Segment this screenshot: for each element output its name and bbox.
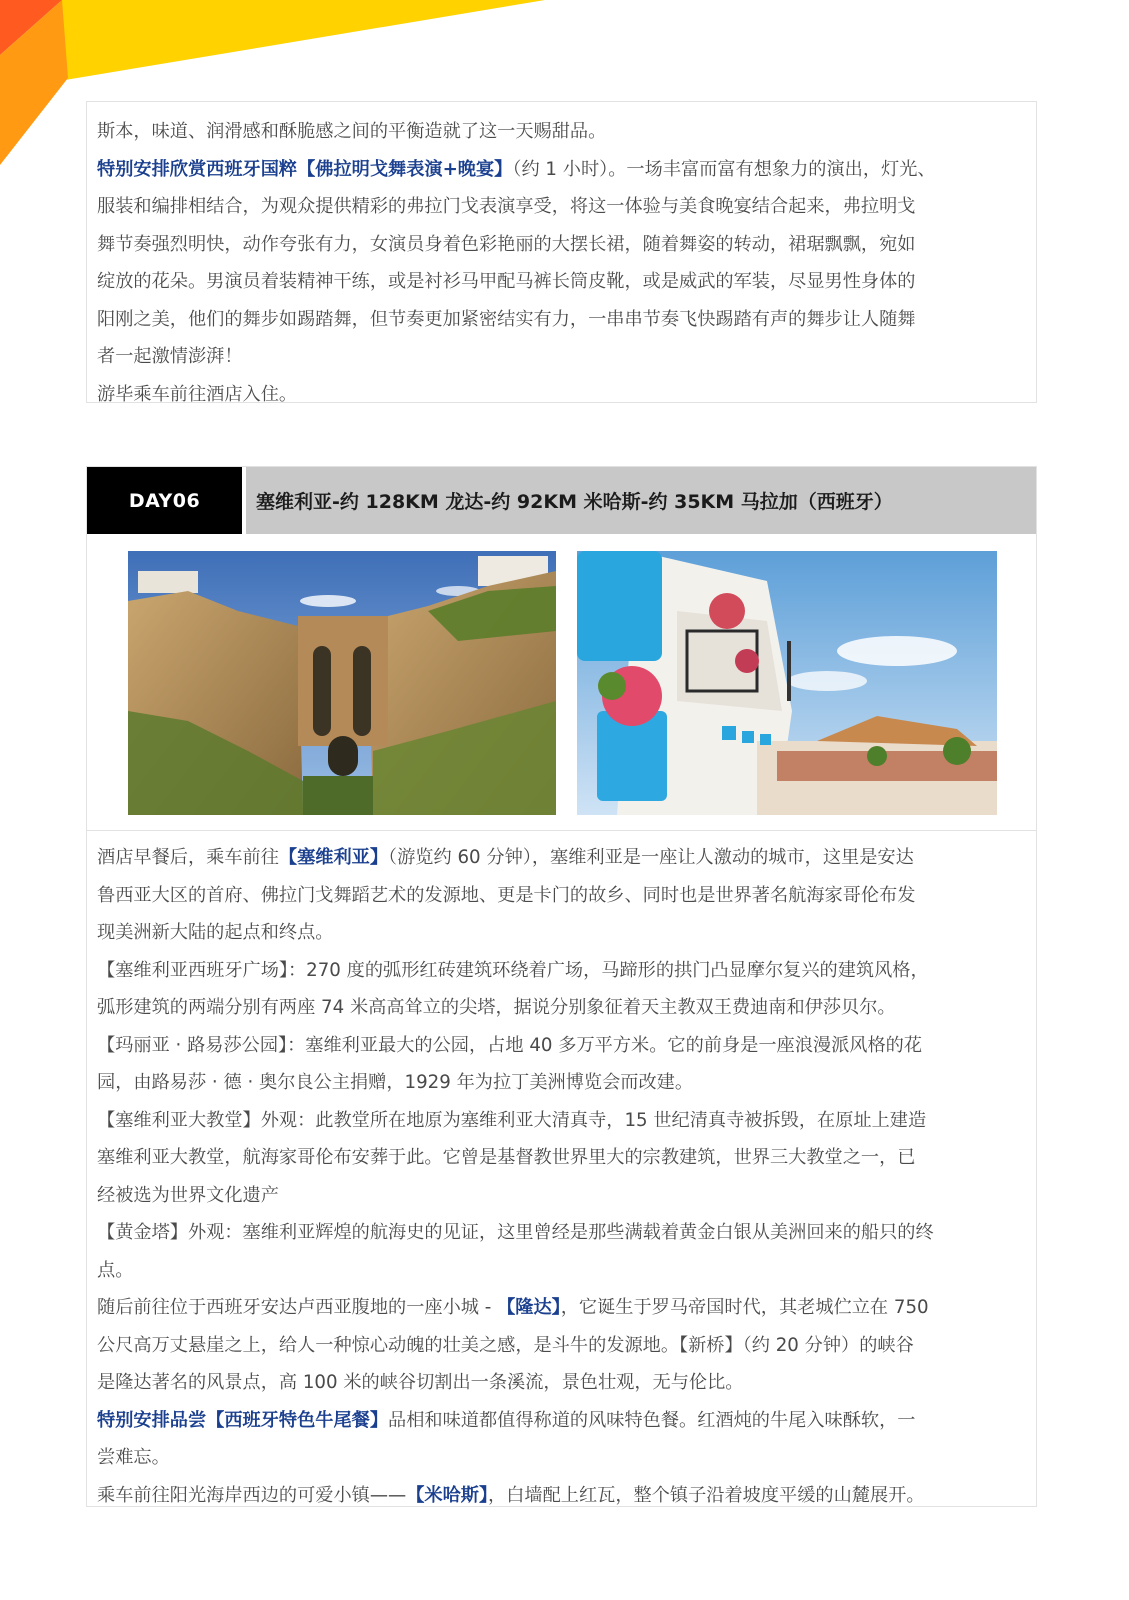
text-line bbox=[97, 1289, 1027, 1327]
body-text: （约 1 小时）。一场丰富而富有想象力的演出，灯光、 bbox=[512, 158, 936, 180]
body-text: 园，由路易莎 · 德 · 奥尔良公主捐赠，1929 年为拉丁美洲博览会而改建。 bbox=[97, 1072, 694, 1093]
intro-section bbox=[86, 101, 1037, 403]
body-text: 游毕乘车前往酒店入住。 bbox=[97, 383, 298, 405]
text-line bbox=[97, 952, 1027, 990]
body-text: 舞节奏强烈明快，动作夸张有力，女演员身着色彩艳丽的大摆长裙，随着舞姿的转动，裙琚飘飘，宛如 bbox=[97, 233, 916, 255]
text-line bbox=[97, 1439, 1027, 1477]
text-line bbox=[97, 1214, 1027, 1252]
body-text: 绽放的花朵。男演员着装精神干练，或是衬衫马甲配马裤长筒皮靴，或是威武的军装，尽显男性身体的 bbox=[97, 271, 916, 292]
text-line bbox=[97, 1327, 1027, 1365]
highlight-text: 【米哈斯】 bbox=[406, 1484, 489, 1506]
body-text: 公尺高万丈悬崖之上，给人一种惊心动魄的壮美之感，是斗牛的发源地。【新桥】（约 20 分钟）的峡谷 bbox=[97, 1334, 914, 1356]
highlight-text: 特别安排品尝【西班牙特色牛尾餐】 bbox=[97, 1409, 389, 1431]
intro-text bbox=[97, 113, 1026, 413]
text-line bbox=[97, 1064, 1027, 1102]
text-line bbox=[97, 839, 1027, 877]
body-text: 塞维利亚大教堂，航海家哥伦布安葬于此。它曾是基督教世界里大的宗教建筑，世界三大教堂之一，已 bbox=[97, 1147, 916, 1168]
day06-description bbox=[97, 839, 1027, 1514]
text-line bbox=[97, 914, 1027, 952]
body-text: 乘车前往阳光海岸西边的可爱小镇—— bbox=[97, 1484, 407, 1506]
text-line bbox=[97, 989, 1027, 1027]
text-line bbox=[97, 188, 1026, 226]
body-text: 是隆达著名的风景点，高 100 米的峡谷切割出一条溪流，景色壮观，无与伦比。 bbox=[97, 1372, 744, 1393]
body-text: 服装和编排相结合，为观众提供精彩的弗拉门戈表演享受，将这一体验与美食晚宴结合起来，弗拉明戈 bbox=[97, 196, 916, 217]
highlight-text: 【塞维利亚】 bbox=[278, 847, 389, 868]
body-text: ，它诞生于罗马帝国时代，其老城伫立在 750 bbox=[560, 1297, 929, 1318]
body-text: 随后前往位于西班牙安达卢西亚腹地的一座小城 - bbox=[97, 1297, 498, 1318]
text-line bbox=[97, 376, 1026, 414]
text-line bbox=[97, 338, 1026, 376]
text-line bbox=[97, 226, 1026, 264]
text-line bbox=[97, 113, 1026, 151]
body-text: 酒店早餐后，乘车前往 bbox=[97, 847, 279, 868]
body-text: 品相和味道都值得称道的风味特色餐。红酒炖的牛尾入味酥软，一 bbox=[388, 1409, 916, 1431]
body-text: 现美洲新大陆的起点和终点。 bbox=[97, 922, 334, 943]
body-text: 点。 bbox=[97, 1259, 134, 1281]
body-text: 经被选为世界文化遗产 bbox=[97, 1184, 279, 1206]
text-line bbox=[97, 1027, 1027, 1065]
body-text: 弧形建筑的两端分别有两座 74 米高高耸立的尖塔，据说分别象征着天主教双王费迪南和伊莎贝尔。 bbox=[97, 997, 896, 1018]
day-header bbox=[87, 467, 1036, 534]
text-line bbox=[97, 1364, 1027, 1402]
body-text: 者一起激情澎湃！ bbox=[97, 346, 243, 367]
text-line bbox=[97, 877, 1027, 915]
text-line bbox=[97, 1252, 1027, 1290]
text-line bbox=[97, 1102, 1027, 1140]
text-line bbox=[97, 263, 1026, 301]
body-text: 【玛丽亚 · 路易莎公园】：塞维利亚最大的公园，占地 40 多万平方米。它的前身是一座浪漫派风格的花 bbox=[97, 1034, 923, 1056]
body-text: 斯本，味道、润滑感和酥脆感之间的平衡造就了这一天赐甜品。 bbox=[97, 121, 607, 142]
body-text: 阳刚之美，他们的舞步如踢踏舞，但节奏更加紧密结实有力，一串串节奏飞快踢踏有声的舞步让人随舞 bbox=[97, 308, 916, 330]
text-line bbox=[97, 1139, 1027, 1177]
day-label: DAY06 bbox=[87, 467, 242, 534]
text-line bbox=[97, 301, 1026, 339]
body-text: 【塞维利亚西班牙广场】：270 度的弧形红砖建筑环绕着广场，马蹄形的拱门凸显摩尔复兴的建筑风格， bbox=[97, 959, 929, 981]
ronda-bridge-photo bbox=[128, 551, 556, 815]
mijas-street-photo bbox=[577, 551, 997, 815]
highlight-text: 特别安排欣赏西班牙国粹【佛拉明戈舞表演+晚宴】 bbox=[97, 158, 513, 180]
body-text: ，白墙配上红瓦，整个镇子沿着坡度平缓的山麓展开。 bbox=[488, 1484, 925, 1506]
text-line bbox=[97, 151, 1026, 189]
text-line bbox=[97, 1402, 1027, 1440]
day-route: 塞维利亚-约 128KM 龙达-约 92KM 米哈斯-约 35KM 马拉加（西班牙） bbox=[246, 467, 1036, 534]
day06-section bbox=[86, 466, 1037, 1507]
highlight-text: 【隆达】 bbox=[497, 1297, 561, 1318]
photo-row bbox=[87, 534, 1036, 831]
body-text: 【黄金塔】外观：塞维利亚辉煌的航海史的见证，这里曾经是那些满载着黄金白银从美洲回来的船只的终 bbox=[97, 1222, 934, 1243]
text-line bbox=[97, 1477, 1027, 1515]
body-text: 鲁西亚大区的首府、佛拉门戈舞蹈艺术的发源地、更是卡门的故乡、同时也是世界著名航海家哥伦布发 bbox=[97, 884, 916, 906]
body-text: 尝难忘。 bbox=[97, 1447, 170, 1468]
text-line bbox=[97, 1177, 1027, 1215]
body-text: 【塞维利亚大教堂】外观：此教堂所在地原为塞维利亚大清真寺，15 世纪清真寺被拆毁，在原址上建造 bbox=[97, 1109, 927, 1131]
body-text: （游览约 60 分钟），塞维利亚是一座让人激动的城市，这里是安达 bbox=[388, 847, 914, 868]
